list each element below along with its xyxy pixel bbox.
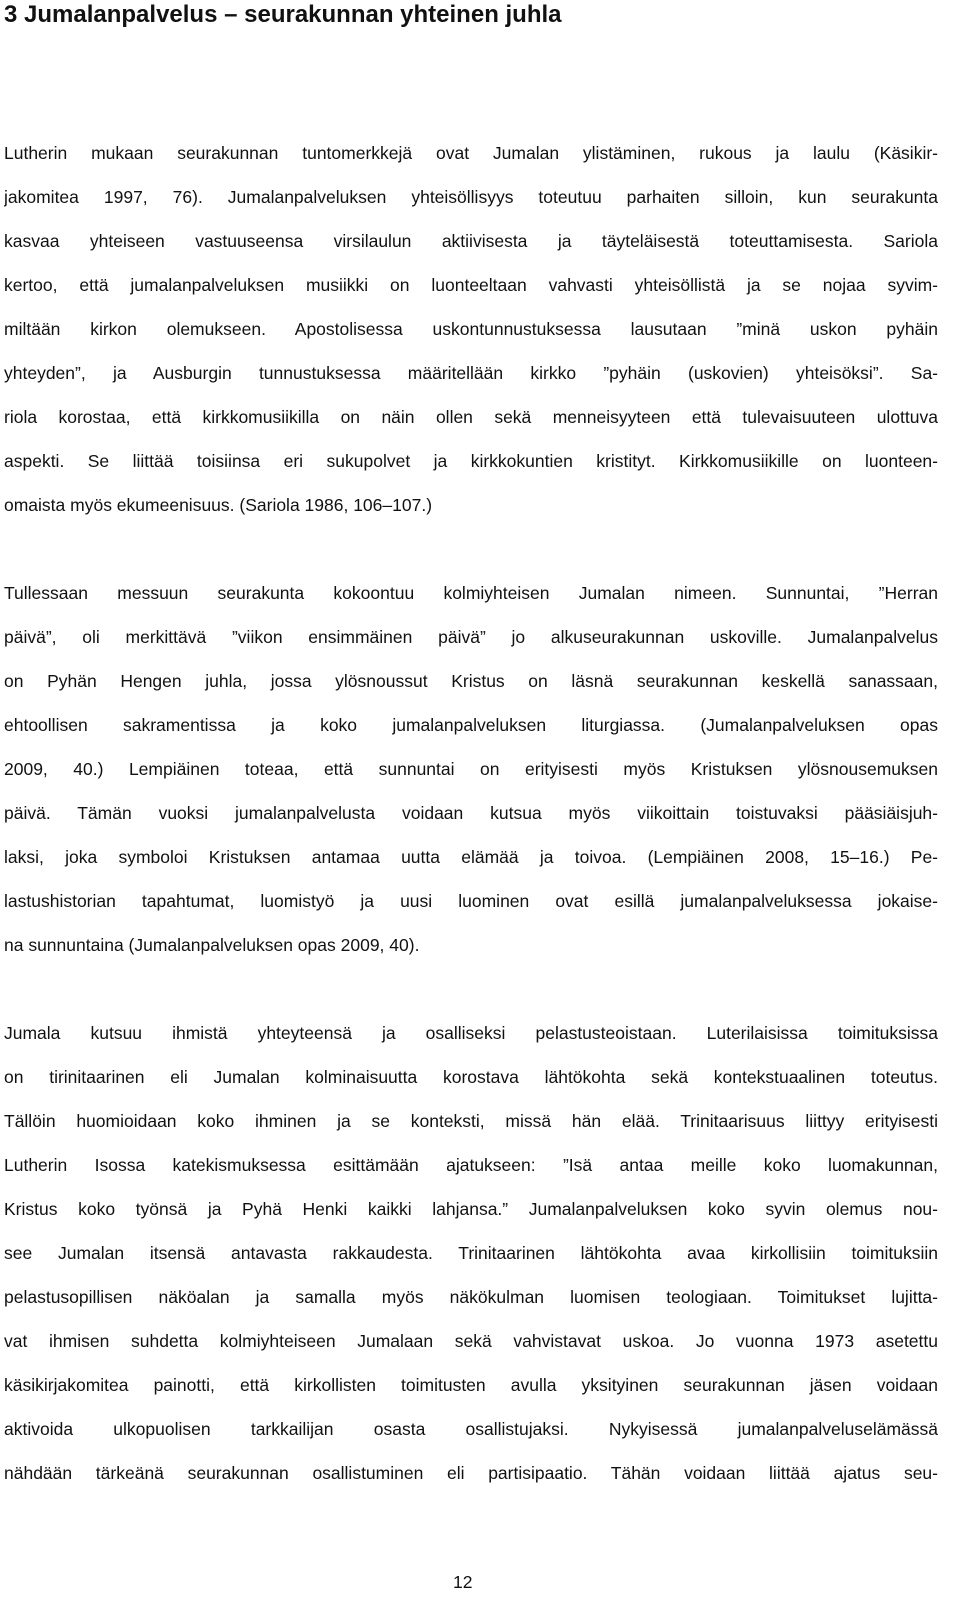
- page-number: 12: [453, 1572, 473, 1592]
- text-line: laksi, joka symboloi Kristuksen antamaa uutta elämää ja toivoa. (Lempiäinen 2008, 15–16.) Pe-: [4, 847, 938, 867]
- text-line: Kristus koko työnsä ja Pyhä Henki kaikki lahjansa.” Jumalanpalveluksen koko syvin olemus nou-: [4, 1199, 938, 1219]
- text-line: kasvaa yhteiseen vastuuseensa virsilaulun aktiivisesta ja täyteläisestä toteuttamisesta. Sariola: [4, 231, 938, 251]
- text-line: omaista myös ekumeenisuus. (Sariola 1986, 106–107.): [4, 495, 433, 515]
- text-line: Jumala kutsuu ihmistä yhteyteensä ja osalliseksi pelastusteoistaan. Luterilaisissa toimituksissa: [4, 1023, 938, 1043]
- text-line: ehtoollisen sakramentissa ja koko jumalanpalveluksen liturgiassa. (Jumalanpalveluksen opas: [4, 715, 938, 735]
- text-line: on Pyhän Hengen juhla, jossa ylösnoussut Kristus on läsnä seurakunnan keskellä sanassaan,: [4, 671, 938, 691]
- text-line: päivä. Tämän vuoksi jumalanpalvelusta voidaan kutsua myös viikoittain toistuvaksi pääsiäisjuh-: [4, 803, 938, 823]
- text-line: vat ihmisen suhdetta kolmiyhteiseen Jumalaan sekä vahvistavat uskoa. Jo vuonna 1973 asetettu: [4, 1331, 938, 1351]
- text-line: nähdään tärkeänä seurakunnan osallistuminen eli partisipaatio. Tähän voidaan liittää ajatus seu-: [4, 1463, 938, 1483]
- text-line: see Jumalan itsensä antavasta rakkaudesta. Trinitaarinen lähtökohta avaa kirkollisiin toimituksiin: [4, 1243, 938, 1263]
- text-line: Tällöin huomioidaan koko ihminen ja se konteksti, missä hän elää. Trinitaarisuus liittyy erityisesti: [4, 1111, 938, 1131]
- text-line: riola korostaa, että kirkkomusiikilla on näin ollen sekä menneisyyteen että tulevaisuuteen ulottuva: [4, 407, 938, 427]
- text-line: Lutherin Isossa katekismuksessa esittämään ajatukseen: ”Isä antaa meille koko luomakunnan,: [4, 1155, 938, 1175]
- text-line: Tullessaan messuun seurakunta kokoontuu kolmiyhteisen Jumalan nimeen. Sunnuntai, ”Herran: [4, 583, 938, 603]
- text-line: päivä”, oli merkittävä ”viikon ensimmäinen päivä” jo alkuseurakunnan uskoville. Jumalanpalvelus: [4, 627, 938, 647]
- text-line: kertoo, että jumalanpalveluksen musiikki on luonteeltaan vahvasti yhteisöllistä ja se nojaa syvim-: [4, 275, 938, 295]
- text-line: na sunnuntaina (Jumalanpalveluksen opas 2009, 40).: [4, 935, 420, 955]
- text-line: yhteyden”, ja Ausburgin tunnustuksessa määritellään kirkko ”pyhäin (uskovien) yhteisöksi”. Sa-: [4, 363, 938, 383]
- text-line: miltään kirkon olemukseen. Apostolisessa uskontunnustuksessa lausutaan ”minä uskon pyhäin: [4, 319, 938, 339]
- text-line: pelastusopillisen näköalan ja samalla myös näkökulman luomisen teologiaan. Toimitukset lujitta-: [4, 1287, 938, 1307]
- text-line: jakomitea 1997, 76). Jumalanpalveluksen yhteisöllisyys toteutuu parhaiten silloin, kun seurakunta: [4, 187, 938, 207]
- text-line: käsikirjakomitea painotti, että kirkollisten toimitusten avulla yksityinen seurakunnan jäsen voidaan: [4, 1375, 938, 1395]
- text-line: Lutherin mukaan seurakunnan tuntomerkkejä ovat Jumalan ylistäminen, rukous ja laulu (Käsikir-: [4, 143, 938, 163]
- text-line: on tirinitaarinen eli Jumalan kolminaisuutta korostava lähtökohta sekä kontekstuaalinen toteutus.: [4, 1067, 938, 1087]
- text-line: aspekti. Se liittää toisiinsa eri sukupolvet ja kirkkokuntien kristityt. Kirkkomusiikille on luonteen-: [4, 451, 938, 471]
- chapter-heading: 3 Jumalanpalvelus – seurakunnan yhteinen juhla: [4, 1, 562, 28]
- text-line: aktivoida ulkopuolisen tarkkailijan osasta osallistujaksi. Nykyisessä jumalanpalveluselämässä: [4, 1419, 938, 1439]
- text-line: lastushistorian tapahtumat, luomistyö ja uusi luominen ovat esillä jumalanpalveluksessa jokaise-: [4, 891, 938, 911]
- text-line: 2009, 40.) Lempiäinen toteaa, että sunnuntai on erityisesti myös Kristuksen ylösnousemuksen: [4, 759, 938, 779]
